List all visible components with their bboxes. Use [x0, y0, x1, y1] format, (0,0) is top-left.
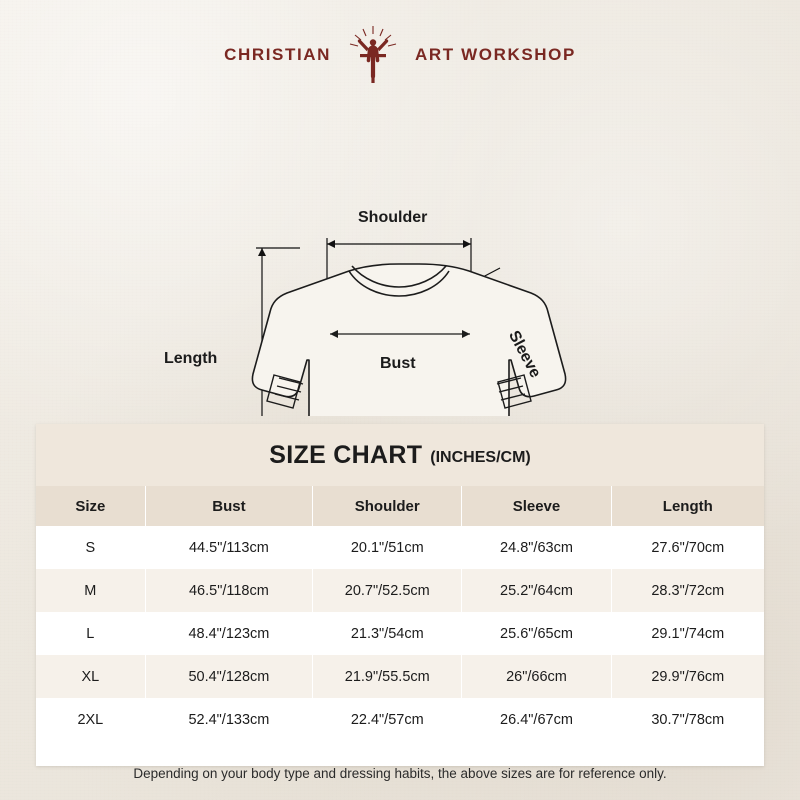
- garment-illustration: [0, 96, 800, 416]
- cell-length: 30.7"/78cm: [611, 698, 764, 741]
- cell-length: 27.6"/70cm: [611, 526, 764, 569]
- cell-bust: 50.4"/128cm: [145, 655, 312, 698]
- label-shoulder: Shoulder: [358, 209, 428, 226]
- cell-size: 2XL: [36, 698, 145, 741]
- table-row: [36, 569, 764, 612]
- cell-bust: 46.5"/118cm: [145, 569, 312, 612]
- table-row: [36, 612, 764, 655]
- label-length: Length: [164, 350, 218, 367]
- size-chart-card: [36, 424, 764, 766]
- cell-shoulder: 21.9"/55.5cm: [313, 655, 462, 698]
- cell-bust: 52.4"/133cm: [145, 698, 312, 741]
- column-header-bust: Bust: [145, 486, 312, 526]
- size-chart-title-main: SIZE CHART: [269, 440, 423, 469]
- cell-shoulder: 20.7"/52.5cm: [313, 569, 462, 612]
- column-header-shoulder: Shoulder: [313, 486, 462, 526]
- label-bust: Bust: [380, 355, 416, 372]
- table-row: [36, 655, 764, 698]
- cell-size: L: [36, 612, 145, 655]
- cell-length: 29.1"/74cm: [611, 612, 764, 655]
- cell-sleeve: 25.6"/65cm: [462, 612, 611, 655]
- cell-shoulder: 21.3"/54cm: [313, 612, 462, 655]
- cell-sleeve: 24.8"/63cm: [462, 526, 611, 569]
- cell-size: XL: [36, 655, 145, 698]
- label-sleeve: Sleeve: [504, 328, 544, 381]
- size-chart-table: [36, 486, 764, 741]
- size-chart-title-units: (INCHES/CM): [430, 448, 531, 466]
- cell-bust: 48.4"/123cm: [145, 612, 312, 655]
- column-header-sleeve: Sleeve: [462, 486, 611, 526]
- cell-length: 28.3"/72cm: [611, 569, 764, 612]
- column-header-length: Length: [611, 486, 764, 526]
- column-header-size: Size: [36, 486, 145, 526]
- cell-size: M: [36, 569, 145, 612]
- brand-name-right: ART WORKSHOP: [415, 45, 576, 64]
- brand-header: [0, 16, 800, 94]
- cell-shoulder: 22.4"/57cm: [313, 698, 462, 741]
- cell-bust: 44.5"/113cm: [145, 526, 312, 569]
- cell-sleeve: 26"/66cm: [462, 655, 611, 698]
- cell-shoulder: 20.1"/51cm: [313, 526, 462, 569]
- table-header-row: [36, 486, 764, 526]
- table-row: [36, 698, 764, 741]
- table-row: [36, 526, 764, 569]
- size-chart-title: [36, 424, 764, 486]
- cell-sleeve: 26.4"/67cm: [462, 698, 611, 741]
- size-chart-footnote: Depending on your body type and dressing habits, the above sizes are for reference only.: [133, 766, 667, 781]
- cell-length: 29.9"/76cm: [611, 655, 764, 698]
- brand-name-left: CHRISTIAN: [224, 45, 332, 64]
- cell-sleeve: 25.2"/64cm: [462, 569, 611, 612]
- crucifix-jesus-icon: [341, 23, 405, 87]
- cell-size: S: [36, 526, 145, 569]
